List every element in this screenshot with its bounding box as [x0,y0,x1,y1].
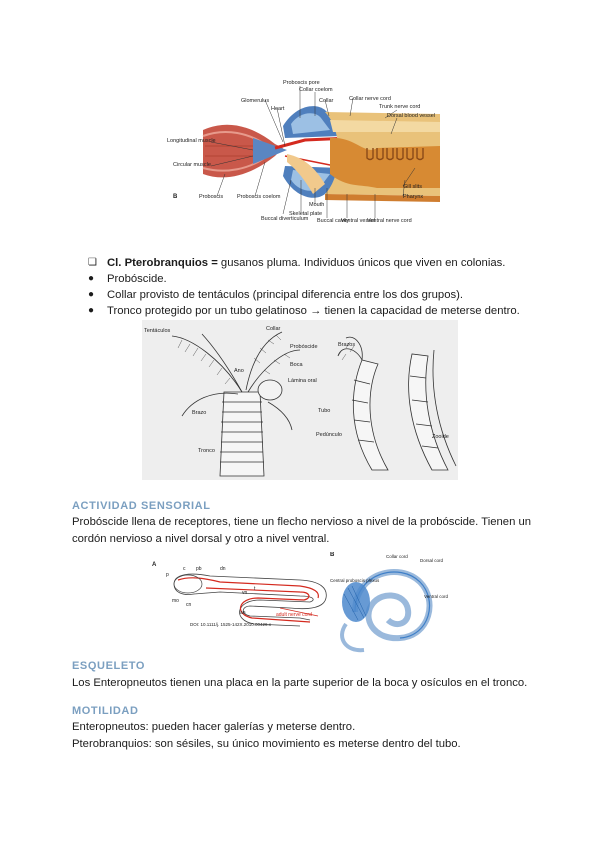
label-ventral-nerve-cord: Ventral nerve cord [367,218,412,224]
label-longitudinal-muscle: Longitudinal muscle [167,138,216,144]
panel-a-worm [174,574,326,626]
label-boca: Boca [290,362,303,368]
label-tentaculos: Tentáculos [144,328,171,334]
label-pharynx: Pharynx [403,194,424,200]
label-proboscide: Probóscide [290,344,318,350]
list-item-text: Collar provisto de tentáculos (principal diferencia entre los dos grupos). [107,289,464,301]
list-item [88,287,568,303]
label-panel-a: A [152,562,157,568]
label-skeletal-plate: Skeletal plate [289,211,323,217]
label-cn: cn [186,602,192,608]
label-collar: Collar [319,98,334,104]
motilidad-paragraph [72,719,542,752]
pterobranch-diagram [142,320,458,480]
pterobranch-class-description: gusanos pluma. Individuos únicos que viven en colonias. [217,257,506,269]
label-brazos: Brazos [338,342,356,348]
label-dn: dn [220,566,226,572]
pterobranch-class-term: Cl. Pterobranquios = [107,257,218,269]
label-proboscis-pore: Proboscis pore [283,80,320,86]
label-ano: Ano [234,368,244,374]
list-item-text: Tronco protegido por un tubo gelatinoso → tienen la capacidad de meterse dentro. [107,305,520,317]
label-dorsal-cord: Dorsal cord [420,558,444,563]
label-proboscis: Proboscis [199,194,224,200]
label-trunk-nerve-cord: Trunk nerve cord [379,104,421,110]
label-ventral-cord: Ventral cord [424,594,449,599]
label-mo: mo [172,598,179,604]
label-doi: DOI: 10.1111/j. 1525-142X.2010.00426.x [190,622,272,627]
label-buccal-diverticulum: Buccal diverticulum [261,216,309,222]
label-collar: Collar [266,326,281,332]
paragraph-line: Probóscide llena de receptores, tiene un flecho nervioso a nivel de la probóscide. Tienen un [72,516,532,528]
label-dorsal-blood-vessel: Dorsal blood vessel [387,113,435,119]
bullet-icon: ● [88,273,95,284]
list-item-text: Probóscide. [107,273,167,285]
label-brazo: Brazo [192,410,207,416]
label-collar-coelom: Collar coelom [299,87,333,93]
sensorial-paragraph [72,514,542,547]
section-heading-esqueleto: ESQUELETO [72,660,146,672]
esqueleto-paragraph: Los Enteropneutos tienen una placa en la parte superior de la boca y osículos en el tronco. [72,677,528,689]
label-central-proboscis: Central proboscis plexus [330,578,380,583]
label-mouth: Mouth [309,202,325,208]
paragraph-line: cordón nervioso a nivel dorsal y otro a nivel ventral. [72,532,330,545]
bullet-icon: ● [88,305,95,316]
label-c: c [183,566,186,572]
paragraph-line: Pterobranquios: son sésiles, su único movimiento es meterse dentro del tubo. [72,737,461,750]
label-lamina-oral: Lámina oral [288,378,317,384]
label-glomerulus: Glomerulus [241,98,270,104]
panel-b-worm [342,572,430,650]
list-item [88,255,568,271]
figure-nervous-system [150,552,450,658]
section-heading-sensorial: ACTIVIDAD SENSORIAL [72,500,211,512]
enteropneust-diagram [165,76,440,236]
label-pb: pb [196,566,202,572]
label-p: p [166,572,169,578]
label-tubo: Tubo [318,408,331,414]
list-item [88,303,568,319]
label-adult-nerve-cord: adult nerve cord [276,612,312,618]
label-panel-b: B [173,194,178,200]
nervous-system-diagram [150,552,450,658]
label-an: an [240,610,246,616]
label-vn: vn [242,590,248,596]
label-heart: Heart [271,106,285,112]
label-tronco: Tronco [198,448,215,454]
label-collar-cord: Collar cord [386,554,408,559]
label-gill-slits: Gill slits [403,184,422,190]
label-panel-b: B [330,552,335,558]
label-collar-nerve-cord: Collar nerve cord [349,96,391,102]
checkbox-bullet-icon: ❏ [88,257,97,268]
pterobranch-list [88,255,568,319]
dorsal-nerve-red [178,578,318,598]
bullet-icon: ● [88,289,95,300]
label-ventral-vessel: Ventral vessel [341,218,376,224]
label-pedunculo: Pedúnculo [316,432,342,438]
label-t: t [254,586,256,592]
figure-enteropneust-anatomy [165,76,440,236]
list-item [88,271,568,287]
label-zooide: Zooide [432,434,449,440]
section-heading-motilidad: MOTILIDAD [72,705,139,717]
paragraph-line: Enteropneutos: pueden hacer galerías y meterse dentro. [72,721,356,733]
label-circular-muscle: Circular muscle [173,162,211,168]
figure-pterobranch-zooid [142,320,458,480]
label-proboscis-coelom: Proboscis coelom [237,194,281,200]
label-buccal-cavity: Buccal cavity [317,218,350,224]
